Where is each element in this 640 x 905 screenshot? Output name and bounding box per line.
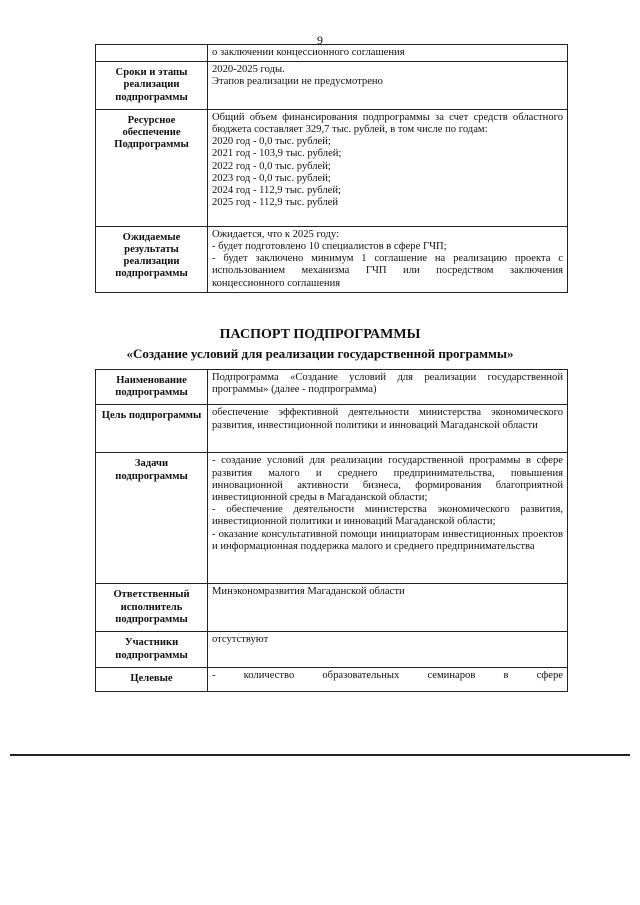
page-bottom-rule [10,754,630,756]
text-line: Минэкономразвития Магаданской области [212,586,405,598]
row-value [208,62,568,110]
table-row [96,370,568,405]
text-line: - создание условий для реализации государственной программы в сфере развития малого и среднего предпринимательства, повышения инновационной активности бизнеса, формирования благоприятной инвестиционной среды в Магаданской области; [212,455,563,504]
table-row [96,405,568,453]
text-line: 2021 год - 103,9 тыс. рублей; [212,148,342,160]
text-line: обеспечение эффективной деятельности министерства экономического развития, инвестиционной политики и инноваций Магаданской области [212,407,563,431]
text-line: 2025 год - 112,9 тыс. рублей [212,197,339,209]
row-value [208,584,568,632]
row-value [208,405,568,453]
row-label: Наименование подпрограммы [96,370,208,405]
text-line: 2020-2025 годы. [212,64,285,76]
row-label: Ресурсное обеспечение Подпрограммы [96,109,208,226]
table-row [96,45,568,62]
text-line: - количество образовательных семинаров в сфере [212,670,563,682]
text-line: Ожидается, что к 2025 году: [212,228,340,240]
row-value [208,668,568,691]
row-value [208,45,568,62]
text-line: - будет заключено минимум 1 соглашение на реализацию проекта с использованием механизма ГЧП или посредством заключения концессионного соглашения [212,253,563,289]
text-line: - оказание консультативной помощи инициаторам инвестиционных проектов и информационная поддержка малого и среднего предпринимательства [212,528,563,552]
row-label: Сроки и этапы реализации подпрограммы [96,62,208,110]
text-line: Общий объем финансирования подпрограммы за счет средств областного бюджета составляет 329,7 тыс. рублей, в том числе по годам: [212,111,563,136]
table-row [96,632,568,668]
text-line: 2022 год - 0,0 тыс. рублей; [212,160,331,172]
section-subtitle: «Создание условий для реализации государственной программы» [126,346,514,361]
text-line: 2024 год - 112,9 тыс. рублей; [212,185,342,197]
text-line: - обеспечение деятельности министерства экономического развития, инвестиционной политики и инноваций Магаданской области; [212,504,563,528]
text-line: Этапов реализации не предусмотрено [212,76,383,88]
table-row [96,226,568,292]
page-number: 9 [317,33,323,47]
table-row [96,584,568,632]
row-label: Ответственный исполнитель подпрограммы [96,584,208,632]
text-line: о заключении концессионного соглашения [212,47,405,58]
row-label: Ожидаемые результаты реализации подпрограммы [96,226,208,292]
row-value [208,109,568,226]
row-label: Цель подпрограммы [96,405,208,453]
subprogram-passport-table [95,369,568,692]
row-label: Участники подпрограммы [96,632,208,668]
table-row [96,668,568,691]
text-line: 2023 год - 0,0 тыс. рублей; [212,172,331,184]
row-label: Задачи подпрограммы [96,453,208,584]
table-row [96,62,568,110]
table-row [96,453,568,584]
row-value [208,632,568,668]
subprogram-passport-table-continued [95,44,568,293]
row-label-empty [96,45,208,62]
text-line: 2020 год - 0,0 тыс. рублей; [212,136,331,148]
text-line: - будет подготовлено 10 специалистов в сфере ГЧП; [212,241,447,253]
text-line: Подпрограмма «Создание условий для реализации государственной программы» (далее - подпрограмма) [212,372,563,396]
row-value [208,453,568,584]
row-label: Целевые [96,668,208,691]
row-value [208,226,568,292]
text-line: отсутствуют [212,634,269,646]
row-value [208,370,568,405]
section-title: ПАСПОРТ ПОДПРОГРАММЫ [219,327,421,342]
table-row [96,109,568,226]
